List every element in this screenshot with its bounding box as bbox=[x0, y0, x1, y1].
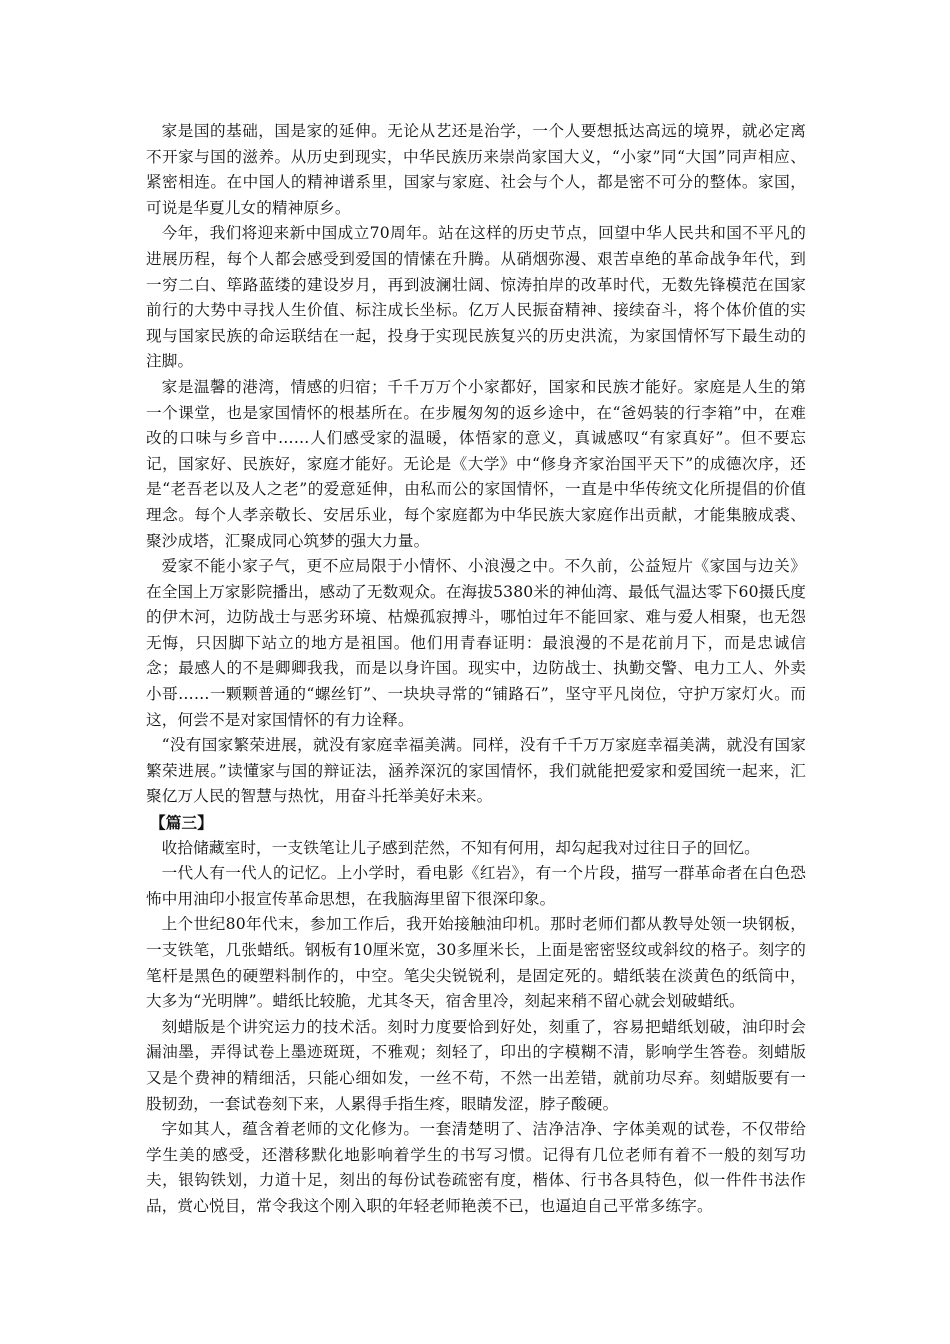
paragraph: 今年，我们将迎来新中国成立70周年。站在这样的历史节点，回望中华人民共和国不平凡的进展历程，每个人都会感受到爱国的情愫在升腾。从硝烟弥漫、艰苦卓绝的革命战争年代，到一穷二白、筚路蓝缕的建设岁月，再到波澜壮阔、惊涛拍岸的改革时代，无数先锋模范在国家前行的大势中寻找人生价值、标注成长坐标。亿万人民振奋精神、接续奋斗，将个体价值的实现与国家民族的命运联结在一起，投身于实现民族复兴的历史洪流，为家国情怀写下最生动的注脚。 bbox=[146, 224, 806, 371]
paragraph: 字如其人，蕴含着老师的文化修为。一套清楚明了、洁净洁净、字体美观的试卷，不仅带给学生美的感受，还潜移默化地影响着学生的书写习惯。记得有几位老师有着不一般的刻写功夫，银钩铁划，力道十足，刻出的每份试卷疏密有度，楷体、行书各具特色，似一件件书法作品，赏心悦目，常令我这个刚入职的年轻老师艳羡不已，也逼迫自己平常多练字。 bbox=[146, 1120, 806, 1215]
paragraph: 上个世纪80年代末，参加工作后，我开始接触油印机。那时老师们都从教导处领一块钢板，一支铁笔，几张蜡纸。钢板有10厘米宽，30多厘米长，上面是密密竖纹或斜纹的格子。刻字的笔杆是黑色的硬塑料制作的，中空。笔尖尖锐锐利，是固定死的。蜡纸装在淡黄色的纸筒中，大多为“光明牌”。蜡纸比较脆，尤其冬天，宿舍里冷，刻起来稍不留心就会划破蜡纸。 bbox=[146, 915, 806, 1011]
paragraph: 家是温馨的港湾，情感的归宿；千千万万个小家都好，国家和民族才能好。家庭是人生的第一个课堂，也是家国情怀的根基所在。在步履匆匆的返乡途中，在“爸妈装的行李箱”中，在难改的口味与乡音中……人们感受家的温暖，体悟家的意义，真诚感叹“有家真好”。但不要忘记，国家好、民族好，家庭才能好。无论是《大学》中“修身齐家治国平天下”的成德次序，还是“老吾老以及人之老”的爱意延伸，由私而公的家国情怀，一直是中华传统文化所提倡的价值理念。每个人孝亲敬长、安居乐业，每个家庭都为中华民族大家庭作出贡献，才能集腋成裘、聚沙成塔，汇聚成同心筑梦的强大力量。 bbox=[146, 377, 806, 550]
paragraph: 一代人有一代人的记忆。上小学时，看电影《红岩》，有一个片段，描写一群革命者在白色恐怖中用油印小报宣传革命思想，在我脑海里留下很深印象。 bbox=[146, 864, 806, 908]
paragraph: 收拾储藏室时，一支铁笔让儿子感到茫然，不知有何用，却勾起我对过往日子的回忆。 bbox=[161, 838, 760, 857]
paragraph: 刻蜡版是个讲究运力的技术活。刻时力度要恰到好处，刻重了，容易把蜡纸划破，油印时会漏油墨，弄得试卷上墨迹斑斑，不雅观；刻轻了，印出的字模糊不清，影响学生答卷。刻蜡版又是个费神的精细活，只能心细如发，一丝不苟，不然一出差错，就前功尽弃。刻蜡版要有一股韧劲，一套试卷刻下来，人累得手指生疼，眼睛发涩，脖子酸硬。 bbox=[146, 1017, 806, 1113]
paragraph: 爱家不能小家子气，更不应局限于小情怀、小浪漫之中。不久前，公益短片《家国与边关》在全国上万家影院播出，感动了无数观众。在海拔5380米的神仙湾、最低气温达零下60摄氏度的伊木河，边防战士与恶劣环境、枯燥孤寂搏斗，哪怕过年不能回家、难与爱人相聚，也无怨无悔，只因脚下站立的地方是祖国。他们用青春证明：最浪漫的不是花前月下，而是忠诚信念；最感人的不是卿卿我我，而是以身许国。现实中，边防战士、执勤交警、电力工人、外卖小哥……一颗颗普通的“螺丝钉”、一块块寻常的“铺路石”，坚守平凡岗位，守护万家灯火。而这，何尝不是对家国情怀的有力诠释。 bbox=[146, 557, 806, 729]
article-body bbox=[146, 119, 806, 1220]
paragraph: “没有国家繁荣进展，就没有家庭幸福美满。同样，没有千千万万家庭幸福美满，就没有国家繁荣进展。”读懂家与国的辩证法，涵养深沉的家国情怀，我们就能把爱家和爱国统一起来，汇聚亿万人民的智慧与热忱，用奋斗托举美好未来。 bbox=[146, 736, 806, 806]
paragraph: 家是国的基础，国是家的延伸。无论从艺还是治学，一个人要想抵达高远的境界，就必定离不开家与国的滋养。从历史到现实，中华民族历来崇尚家国大义，“小家”同“大国”同声相应、紧密相连。在中国人的精神谱系里，国家与家庭、社会与个人，都是密不可分的整体。家国，可说是华夏儿女的精神原乡。 bbox=[146, 122, 806, 217]
section-heading: 【篇三】 bbox=[150, 813, 213, 833]
